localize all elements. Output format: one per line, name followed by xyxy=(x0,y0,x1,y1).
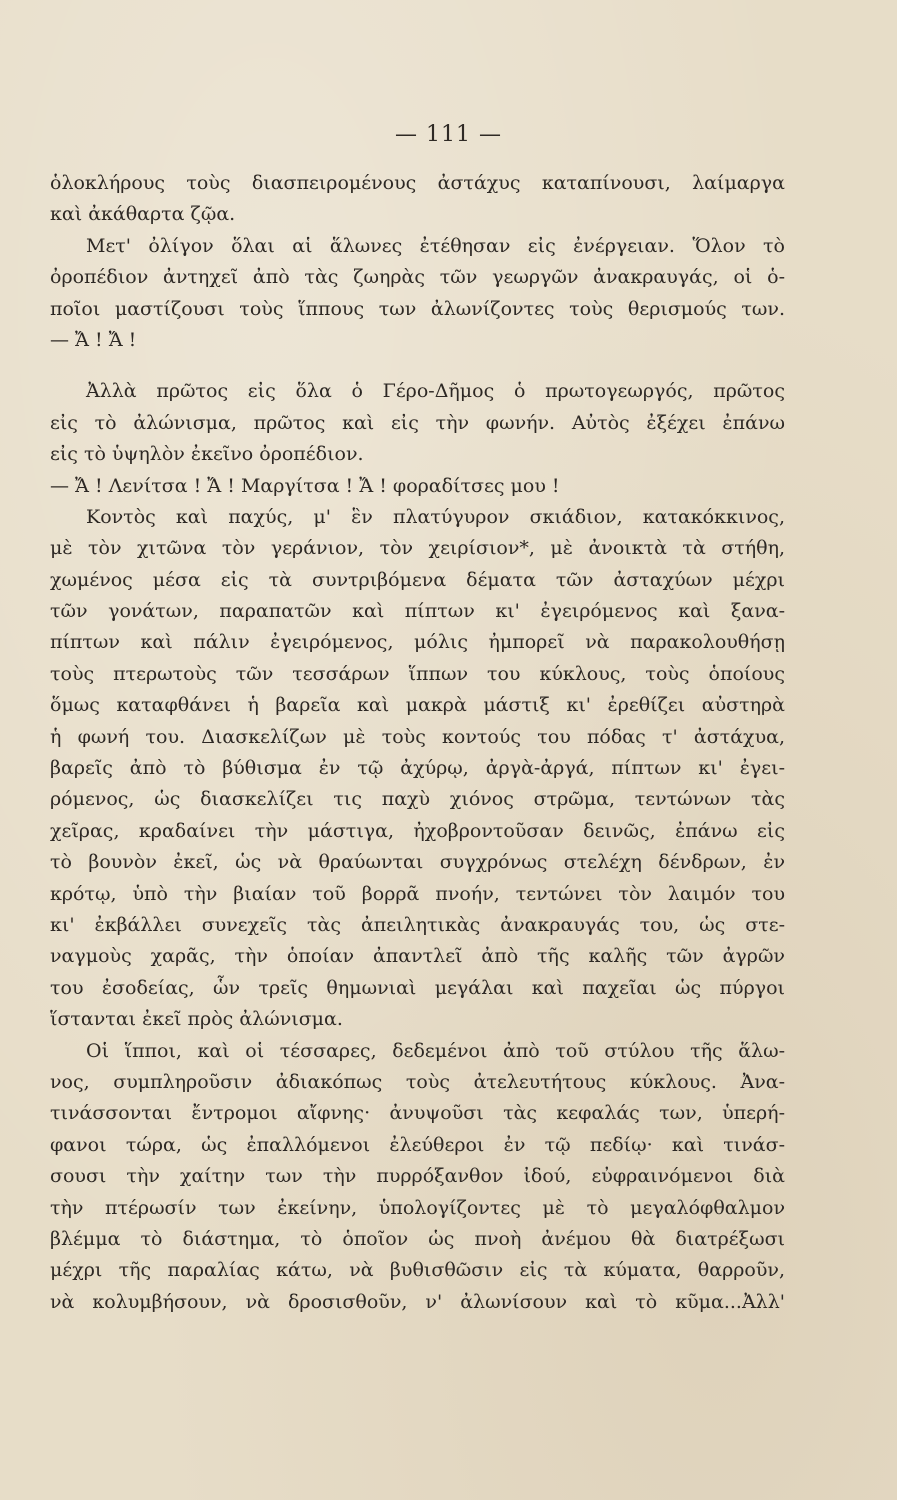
text-line: Κοντὸς καὶ παχύς, μ' ἓν πλατύγυρον σκιάδιον, κατακόκκινος, xyxy=(86,505,785,528)
text-line: ναγμοὺς χαρᾶς, τὴν ὁποίαν ἀπαντλεῖ ἀπὸ τῆς καλῆς τῶν ἀγρῶν xyxy=(50,945,785,968)
text-line: χωμένος μέσα εἰς τὰ συντριβόμενα δέματα τῶν ἀσταχύων μέχρι xyxy=(50,568,785,591)
page-number: — 111 — xyxy=(395,122,502,147)
text-line: κρότῳ, ὑπὸ τὴν βιαίαν τοῦ βορρᾶ πνοήν, τεντώνει τὸν λαιμόν του xyxy=(50,882,785,905)
text-line: ὅμως καταφθάνει ἡ βαρεῖα καὶ μακρὰ μάστιξ κι' ἐρεθίζει αὐστηρὰ xyxy=(50,694,785,717)
text-line: — Ἄ ! Λενίτσα ! Ἄ ! Μαργίτσα ! Ἄ ! φοραδίτσες μου ! xyxy=(50,474,560,497)
text-line: μέχρι τῆς παραλίας κάτω, νὰ βυθισθῶσιν εἰς τὰ κύματα, θαρροῦν, xyxy=(50,1259,785,1282)
text-line: χεῖρας, κραδαίνει τὴν μάστιγα, ἠχοβροντοῦσαν δεινῶς, ἐπάνω εἰς xyxy=(50,819,785,842)
text-line: βαρεῖς ἀπὸ τὸ βύθισμα ἐν τῷ ἀχύρῳ, ἀργὰ-ἀργά, πίπτων κι' ἐγει- xyxy=(50,757,785,780)
text-line: τὴν πτέρωσίν των ἐκείνην, ὑπολογίζοντες μὲ τὸ μεγαλόφθαλμον xyxy=(50,1196,785,1219)
text-line: ἵστανται ἐκεῖ πρὸς ἀλώνισμα. xyxy=(50,1008,343,1031)
text-line: εἰς τὸ ἀλώνισμα, πρῶτος καὶ εἰς τὴν φωνήν. Αὐτὸς ἐξέχει ἐπάνω xyxy=(50,411,785,434)
text-line: νος, συμπληροῦσιν ἀδιακόπως τοὺς ἀτελευτήτους κύκλους. Ἀνα- xyxy=(50,1070,785,1093)
text-line: καὶ ἀκάθαρτα ζῷα. xyxy=(50,203,236,226)
text-line: Μετ' ὀλίγον ὅλαι αἱ ἅλωνες ἐτέθησαν εἰς ἐνέργειαν. Ὅλον τὸ xyxy=(86,234,785,257)
text-line: τινάσσονται ἔντρομοι αἴφνης· ἀνυψοῦσι τὰς κεφαλάς των, ὑπερή- xyxy=(50,1102,785,1125)
text-line: νὰ κολυμβήσουν, νὰ δροσισθοῦν, ν' ἀλωνίσουν καὶ τὸ κῦμα...Ἀλλ' xyxy=(50,1290,785,1313)
text-line: σουσι τὴν χαίτην των τὴν πυρρόξανθον ἰδού, εὐφραινόμενοι διὰ xyxy=(50,1165,785,1188)
text-line: ρόμενος, ὡς διασκελίζει τις παχὺ χιόνος στρῶμα, τεντώνων τὰς xyxy=(50,788,785,811)
text-line: ἡ φωνή του. Διασκελίζων μὲ τοὺς κοντούς του πόδας τ' ἀστάχυα, xyxy=(50,725,785,748)
text-line: τοὺς πτερωτοὺς τῶν τεσσάρων ἵππων του κύκλους, τοὺς ὁποίους xyxy=(50,662,785,685)
text-line: μὲ τὸν χιτῶνα τὸν γεράνιον, τὸν χειρίσιον*, μὲ ἀνοικτὰ τὰ στήθη, xyxy=(50,537,785,560)
text-line: ὁλοκλήρους τοὺς διασπειρομένους ἀστάχυς καταπίνουσι, λαίμαργα xyxy=(50,172,785,194)
text-line: Οἱ ἵπποι, καὶ οἱ τέσσαρες, δεδεμένοι ἀπὸ τοῦ στύλου τῆς ἅλω- xyxy=(86,1039,785,1062)
text-line: εἰς τὸ ὑψηλὸν ἐκεῖνο ὀροπέδιον. xyxy=(50,443,364,466)
text-line: ὀροπέδιον ἀντηχεῖ ἀπὸ τὰς ζωηρὰς τῶν γεωργῶν ἀνακραυγάς, οἱ ὁ- xyxy=(50,266,785,289)
text-line: του ἐσοδείας, ὧν τρεῖς θημωνιαὶ μεγάλαι καὶ παχεῖαι ὡς πύργοι xyxy=(50,976,785,999)
text-line: — Ἄ ! Ἄ ! xyxy=(50,328,137,351)
text-line: βλέμμα τὸ διάστημα, τὸ ὁποῖον ὡς πνοὴ ἀνέμου θὰ διατρέξωσι xyxy=(50,1227,785,1250)
text-line: τῶν γονάτων, παραπατῶν καὶ πίπτων κι' ἐγειρόμενος καὶ ξανα- xyxy=(50,600,785,623)
text-line: κι' ἐκβάλλει συνεχεῖς τὰς ἀπειλητικὰς ἀνακραυγάς του, ὡς στε- xyxy=(50,913,785,936)
text-line: ποῖοι μαστίζουσι τοὺς ἵππους των ἀλωνίζοντες τοὺς θερισμούς των. xyxy=(50,297,785,320)
page-body-text xyxy=(50,168,785,1318)
text-line: Ἀλλὰ πρῶτος εἰς ὅλα ὁ Γέρο-Δῆμος ὁ πρωτογεωργός, πρῶτος xyxy=(86,380,785,403)
text-line: πίπτων καὶ πάλιν ἐγειρόμενος, μόλις ἠμπορεῖ νὰ παρακολουθήσῃ xyxy=(50,631,785,654)
text-line: φανοι τώρα, ὡς ἐπαλλόμενοι ἐλεύθεροι ἐν τῷ πεδίῳ· καὶ τινάσ- xyxy=(50,1133,785,1156)
text-line: τὸ βουνὸν ἐκεῖ, ὡς νὰ θραύωνται συγχρόνως στελέχη δένδρων, ἐν xyxy=(50,851,785,874)
paragraph-gap xyxy=(50,356,785,376)
